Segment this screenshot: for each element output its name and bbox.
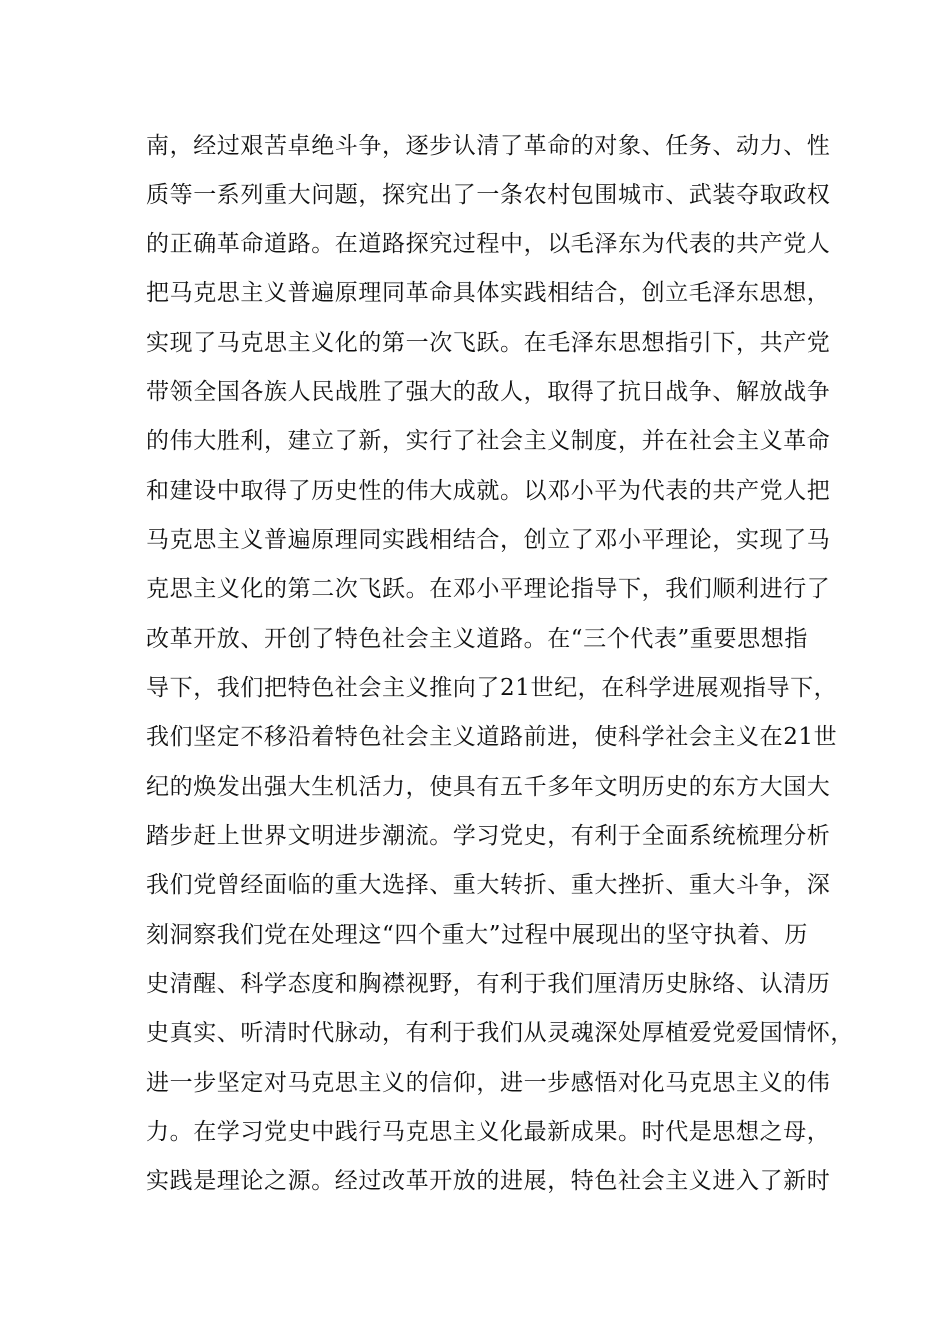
text-line: 纪的焕发出强大生机活力，使具有五千多年文明历史的东方大国大 — [146, 774, 831, 800]
text-line: 克思主义化的第二次飞跃。在邓小平理论指导下，我们顺利进行了 — [146, 576, 831, 602]
text-line: 南，经过艰苦卓绝斗争，逐步认清了革命的对象、任务、动力、性 — [146, 133, 831, 159]
text-line: 把马克思主义普遍原理同革命具体实践相结合，创立毛泽东思想， — [146, 280, 831, 306]
text-line: 实践是理论之源。经过改革开放的进展，特色社会主义进入了新时 — [146, 1168, 831, 1194]
text-line: 的正确革命道路。在道路探究过程中，以毛泽东为代表的共产党人 — [146, 231, 831, 257]
text-line: 导下，我们把特色社会主义推向了21世纪，在科学进展观指导下， — [146, 675, 838, 701]
text-line: 和建设中取得了历史性的伟大成就。以邓小平为代表的共产党人把 — [146, 478, 831, 504]
text-line: 史真实、听清时代脉动，有利于我们从灵魂深处厚植爱党爱国情怀， — [146, 1020, 854, 1046]
text-line: 马克思主义普遍原理同实践相结合，创立了邓小平理论，实现了马 — [146, 527, 831, 553]
text-line: 我们党曾经面临的重大选择、重大转折、重大挫折、重大斗争，深 — [146, 872, 831, 898]
text-line: 史清醒、科学态度和胸襟视野，有利于我们厘清历史脉络、认清历 — [146, 971, 831, 997]
text-line: 改革开放、开创了特色社会主义道路。在“三个代表”重要思想指 — [146, 626, 808, 652]
text-line: 的伟大胜利，建立了新，实行了社会主义制度，并在社会主义革命 — [146, 428, 831, 454]
text-line: 力。在学习党史中践行马克思主义化最新成果。时代是思想之母， — [146, 1119, 831, 1145]
text-line: 实现了马克思主义化的第一次飞跃。在毛泽东思想指引下，共产党 — [146, 330, 831, 356]
text-line: 带领全国各族人民战胜了强大的敌人，取得了抗日战争、解放战争 — [146, 379, 831, 405]
text-line: 进一步坚定对马克思主义的信仰，进一步感悟对化马克思主义的伟 — [146, 1070, 831, 1096]
text-line: 刻洞察我们党在处理这“四个重大”过程中展现出的坚守执着、历 — [146, 922, 808, 948]
text-line: 踏步赶上世界文明进步潮流。学习党史，有利于全面系统梳理分析 — [146, 823, 831, 849]
text-line: 质等一系列重大问题，探究出了一条农村包围城市、武装夺取政权 — [146, 182, 831, 208]
text-line: 我们坚定不移沿着特色社会主义道路前进，使科学社会主义在21世 — [146, 724, 838, 750]
